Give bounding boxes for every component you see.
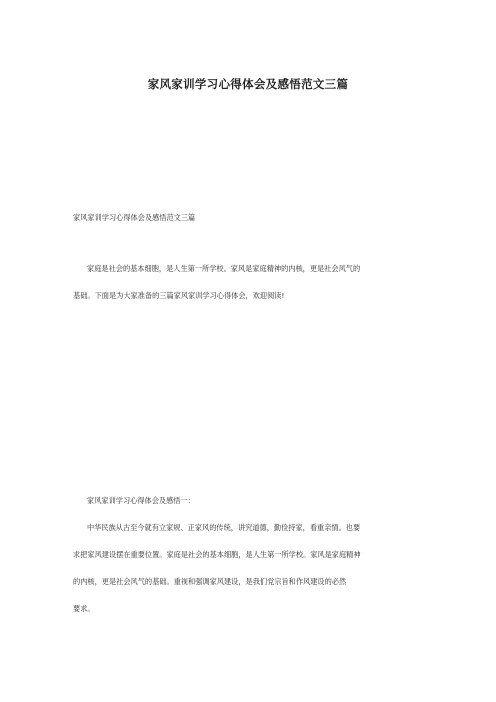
document-subtitle — [73, 204, 425, 231]
section1-heading-text: 家风家训学习心得体会及感悟一： — [87, 496, 195, 505]
section1-line-2: 求把家风建设摆在重要位置。家庭是社会的基本细胞，是人生第一所学校。家风是家庭精神 — [73, 550, 361, 559]
section1-line-4: 要求。 — [73, 604, 95, 613]
section1-paragraph — [73, 514, 425, 622]
section1-heading — [73, 487, 425, 514]
intro-line-1: 家庭是社会的基本细胞，是人生第一所学校。家风是家庭精神的内核，更是社会风气的 — [87, 264, 361, 273]
section1-line-3: 的内核，更是社会风气的基础。重视和强调家风建设，是我们党宗旨和作风建设的必然 — [73, 577, 347, 586]
section1-line-1: 中华民族从古至今就有立家规、正家风的传统，讲究道德，勤俭持家，看重亲情。也要 — [87, 523, 361, 532]
intro-paragraph — [73, 255, 425, 309]
subtitle-text: 家风家训学习心得体会及感悟范文三篇 — [73, 213, 196, 222]
document-title: 家风家训学习心得体会及感悟范文三篇 — [147, 77, 349, 91]
intro-line-2: 基础。下面是为大家准备的三篇家风家训学习心得体会，欢迎阅读! — [73, 291, 285, 300]
